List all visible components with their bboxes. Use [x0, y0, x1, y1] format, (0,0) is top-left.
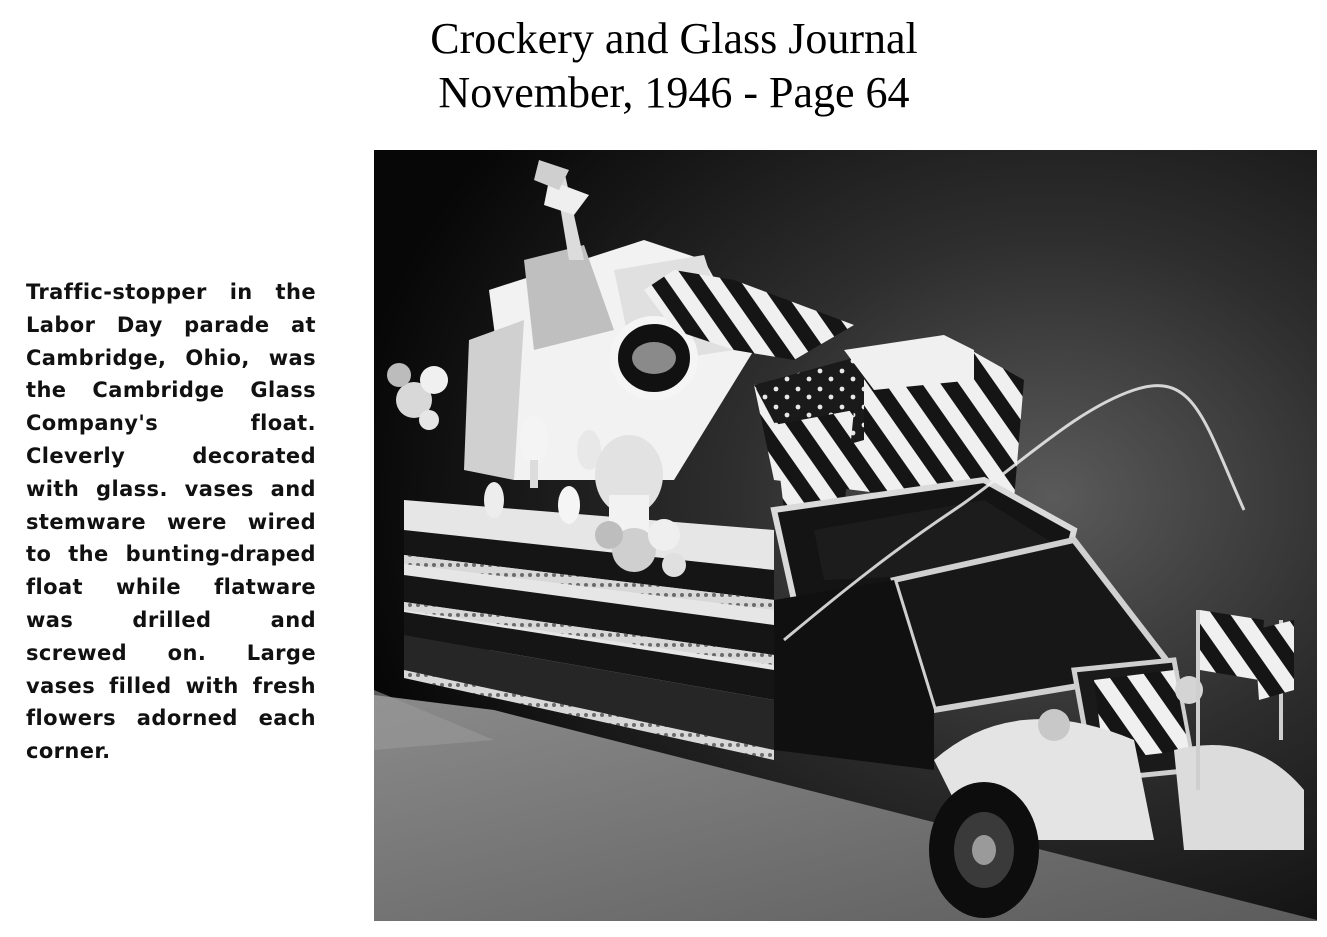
- photo-caption: Traffic-stopper in the Labor Day parade at Cambridge, Ohio, was the Cambridge Glass Company's float. Cleverly decorated with glass. vases and stemware were wired to the bunting-draped float while flatware was drilled and screwed on. Large vases filled with fresh flowers adorned each corner.: [26, 280, 316, 764]
- journal-title: Crockery and Glass Journal: [430, 14, 918, 63]
- issue-date-page: November, 1946 - Page 64: [438, 68, 910, 117]
- parade-float-photo: [374, 150, 1317, 921]
- page-header: [300, 12, 1048, 120]
- float-photo-image: [374, 150, 1317, 921]
